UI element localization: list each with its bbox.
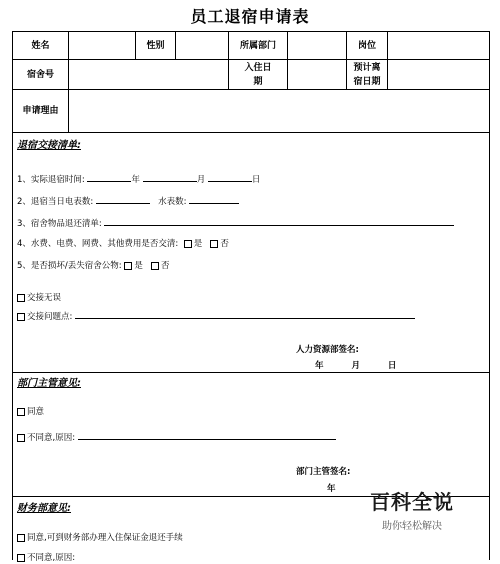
checkbox-dept-agree[interactable] bbox=[17, 408, 25, 416]
hr-date-row bbox=[315, 360, 396, 372]
electric-meter-label: 2、退宿当日电表数: bbox=[17, 197, 94, 207]
input-move-in-date[interactable] bbox=[287, 59, 347, 90]
watermark-title: 百科全说 bbox=[370, 490, 454, 514]
year-blank[interactable] bbox=[87, 172, 131, 182]
label-reason: 申请理由 bbox=[12, 89, 69, 133]
section-divider bbox=[12, 372, 490, 373]
label-name: 姓名 bbox=[12, 31, 69, 60]
label-position: 岗位 bbox=[346, 31, 388, 60]
checkbox-handover-ok[interactable] bbox=[17, 294, 25, 302]
handover-issue-row bbox=[17, 309, 415, 323]
label-expected-move-out: 预计离宿日期 bbox=[346, 59, 388, 90]
dept-agree-row bbox=[17, 406, 44, 418]
label-department: 所属部门 bbox=[228, 31, 288, 60]
month-unit: 月 bbox=[196, 175, 206, 185]
input-position[interactable] bbox=[387, 31, 490, 60]
checkbox-fees-no[interactable] bbox=[210, 240, 218, 248]
watermark-logo bbox=[362, 486, 462, 532]
dept-disagree-label: 不同意,原因: bbox=[27, 433, 76, 443]
checkbox-finance-agree[interactable] bbox=[17, 534, 25, 542]
checkbox-finance-disagree[interactable] bbox=[17, 554, 25, 562]
input-reason[interactable] bbox=[68, 89, 490, 133]
checkbox-dept-disagree[interactable] bbox=[17, 434, 25, 442]
input-gender[interactable] bbox=[175, 31, 229, 60]
page-title: 员工退宿申请表 bbox=[190, 7, 310, 26]
hr-signature-label: 人力资源部签名: bbox=[296, 345, 359, 355]
handover-ok-label: 交接无误 bbox=[27, 293, 62, 303]
checkout-item-5 bbox=[17, 260, 169, 272]
electric-meter-blank[interactable] bbox=[96, 194, 150, 204]
hr-date-month: 月 bbox=[351, 361, 360, 371]
fees-yes-label: 是 bbox=[193, 239, 203, 249]
damage-yes-label: 是 bbox=[134, 261, 143, 271]
return-list-blank[interactable] bbox=[104, 216, 454, 226]
finance-disagree-row bbox=[17, 552, 75, 564]
year-unit: 年 bbox=[131, 175, 140, 185]
item3-label: 3、宿舍物品退还清单: bbox=[17, 219, 102, 229]
water-meter-label: 水表数: bbox=[158, 197, 187, 207]
label-gender: 性别 bbox=[135, 31, 176, 60]
item5-label: 5、是否损坏/丢失宿舍公物: bbox=[17, 261, 122, 271]
item4-label: 4、水费、电费、网费、其他费用是否交清: bbox=[17, 239, 179, 249]
handover-ok-row bbox=[17, 292, 61, 304]
dept-disagree-row bbox=[17, 430, 336, 444]
damage-no-label: 否 bbox=[160, 261, 170, 271]
input-department[interactable] bbox=[287, 31, 347, 60]
item1-label: 1、实际退宿时间: bbox=[17, 175, 85, 185]
input-dorm-no[interactable] bbox=[68, 59, 229, 90]
month-blank[interactable] bbox=[143, 172, 197, 182]
checkout-item-2 bbox=[17, 194, 239, 208]
handover-issue-blank[interactable] bbox=[75, 309, 415, 319]
checkout-item-4 bbox=[17, 238, 229, 250]
input-name[interactable] bbox=[68, 31, 136, 60]
day-blank[interactable] bbox=[208, 172, 252, 182]
checkout-item-3 bbox=[17, 216, 454, 230]
checkout-heading: 退宿交接清单: bbox=[17, 140, 81, 151]
dept-signature-label: 部门主管签名: bbox=[296, 467, 351, 477]
hr-date-year: 年 bbox=[315, 361, 324, 371]
finance-heading: 财务部意见: bbox=[17, 503, 71, 514]
input-expected-move-out[interactable] bbox=[387, 59, 490, 90]
finance-agree-row bbox=[17, 532, 183, 544]
finance-agree-label: 同意,可到财务部办理入住保证金退还手续 bbox=[27, 533, 183, 543]
handover-issue-label: 交接问题点: bbox=[27, 312, 73, 322]
day-unit: 日 bbox=[251, 175, 261, 185]
dept-agree-label: 同意 bbox=[27, 407, 45, 417]
dept-date-year: 年 bbox=[327, 484, 336, 494]
checkbox-handover-issue[interactable] bbox=[17, 313, 25, 321]
hr-date-day: 日 bbox=[387, 361, 397, 371]
dept-head-heading: 部门主管意见: bbox=[17, 378, 81, 389]
dept-disagree-reason-blank[interactable] bbox=[78, 430, 336, 440]
checkbox-damage-no[interactable] bbox=[151, 262, 159, 270]
label-dorm-no: 宿舍号 bbox=[12, 59, 69, 90]
water-meter-blank[interactable] bbox=[189, 194, 239, 204]
checkout-item-1 bbox=[17, 172, 260, 186]
watermark-subtitle: 助你轻松解决 bbox=[382, 521, 442, 532]
label-move-in-date: 入住日期 bbox=[228, 59, 288, 90]
finance-disagree-label: 不同意,原因: bbox=[27, 553, 76, 563]
fees-no-label: 否 bbox=[220, 239, 229, 249]
checkbox-fees-yes[interactable] bbox=[184, 240, 192, 248]
checkbox-damage-yes[interactable] bbox=[124, 262, 132, 270]
